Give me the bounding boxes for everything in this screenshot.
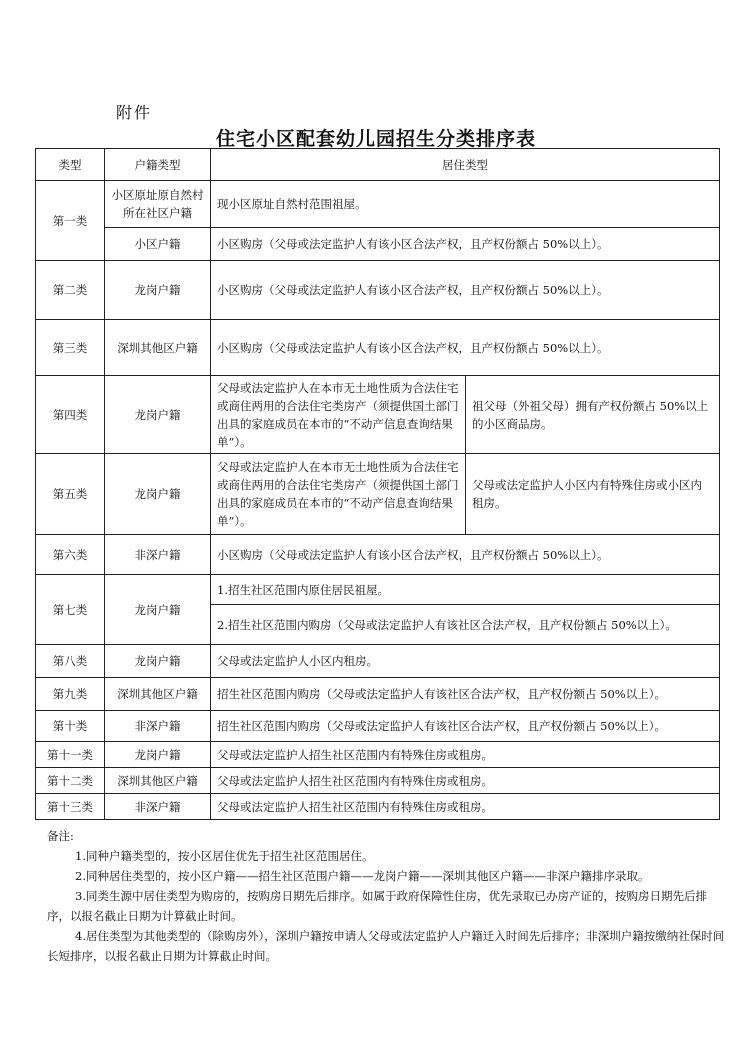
- table-row: [36, 678, 720, 711]
- table-row: [36, 711, 720, 742]
- residence-cell: 小区购房（父母或法定监护人有该小区合法产权，且产权份额占 50%以上）。: [211, 535, 720, 575]
- residence-cell: 父母或法定监护人在本市无土地性质为合法住宅或商住两用的合法住宅类房产（须提供国土部门出具的家庭成员在本市的“不动产信息查询结果单”）。: [211, 376, 466, 454]
- residence-cell: 父母或法定监护人招生社区范围内有特殊住房或租房。: [211, 794, 720, 820]
- residence-cell: 2.招生社区范围内购房（父母或法定监护人有该社区合法产权，且产权份额占 50%以上）。: [211, 605, 720, 645]
- hukou-cell: 非深户籍: [105, 535, 211, 575]
- type-cell: 第四类: [36, 376, 105, 454]
- header-type: 类型: [36, 149, 105, 181]
- page-title: 住宅小区配套幼儿园招生分类排序表: [215, 128, 536, 150]
- hukou-cell: 小区原址原自然村所在社区户籍: [105, 181, 211, 228]
- hukou-cell: 龙岗户籍: [105, 575, 211, 645]
- notes-label: 备注:: [47, 829, 74, 843]
- attachment-label: 附件: [116, 103, 153, 122]
- hukou-cell: 非深户籍: [105, 711, 211, 742]
- residence-cell: 父母或法定监护人小区内有特殊住房或小区内租房。: [466, 454, 720, 535]
- type-cell: 第六类: [36, 535, 105, 575]
- header-hukou: 户籍类型: [105, 149, 211, 181]
- residence-cell: 小区购房（父母或法定监护人有该小区合法产权，且产权份额占 50%以上）。: [211, 228, 720, 261]
- admission-table: [35, 148, 720, 820]
- type-cell: 第五类: [36, 454, 105, 535]
- table-row: [36, 454, 720, 535]
- type-cell: 第九类: [36, 678, 105, 711]
- header-residence: 居住类型: [211, 149, 720, 181]
- table-row: [36, 645, 720, 678]
- table-row: [36, 181, 720, 228]
- type-cell: 第十类: [36, 711, 105, 742]
- table-row: [36, 742, 720, 768]
- note-item: 2.同种居住类型的，按小区户籍——招生社区范围户籍——龙岗户籍——深圳其他区户籍——非深户籍排序录取。: [75, 869, 650, 883]
- table-row: [36, 535, 720, 575]
- type-cell: 第一类: [36, 181, 105, 261]
- hukou-cell: 小区户籍: [105, 228, 211, 261]
- type-cell: 第三类: [36, 320, 105, 376]
- residence-cell: 小区购房（父母或法定监护人有该小区合法产权，且产权份额占 50%以上）。: [211, 320, 720, 376]
- hukou-cell: 龙岗户籍: [105, 376, 211, 454]
- type-cell: 第八类: [36, 645, 105, 678]
- residence-cell: 父母或法定监护人招生社区范围内有特殊住房或租房。: [211, 768, 720, 794]
- hukou-cell: 非深户籍: [105, 794, 211, 820]
- residence-cell: 祖父母（外祖父母）拥有产权份额占 50%以上的小区商品房。: [466, 376, 720, 454]
- table-row: [36, 228, 720, 261]
- note-item: 1.同种户籍类型的，按小区居住优先于招生社区范围居住。: [75, 849, 374, 863]
- hukou-cell: 龙岗户籍: [105, 742, 211, 768]
- table-header-row: [36, 149, 720, 181]
- table-row: [36, 768, 720, 794]
- table-row: [36, 794, 720, 820]
- residence-cell: 现小区原址自然村范围祖屋。: [211, 181, 720, 228]
- residence-cell: 招生社区范围内购房（父母或法定监护人有该社区合法产权，且产权份额占 50%以上）。: [211, 678, 720, 711]
- type-cell: 第十二类: [36, 768, 105, 794]
- hukou-cell: 深圳其他区户籍: [105, 320, 211, 376]
- type-cell: 第二类: [36, 261, 105, 320]
- note-item: 4.居住类型为其他类型的（除购房外），深圳户籍按申请人父母或法定监护人户籍迁入时间先后排序；非深圳户籍按缴纳社保时间长短排序，以报名截止日期为计算截止时间。: [47, 929, 725, 963]
- residence-cell: 父母或法定监护人招生社区范围内有特殊住房或租房。: [211, 742, 720, 768]
- residence-cell: 父母或法定监护人在本市无土地性质为合法住宅或商住两用的合法住宅类房产（须提供国土部门出具的家庭成员在本市的“不动产信息查询结果单”）。: [211, 454, 466, 535]
- notes-section: [47, 826, 727, 966]
- type-cell: 第十三类: [36, 794, 105, 820]
- note-item: 3.同类生源中居住类型为购房的，按购房日期先后排序。如属于政府保障性住房，优先录取已办房产证的，按购房日期先后排序，以报名截止日期为计算截止时间。: [47, 889, 707, 923]
- table-row: [36, 320, 720, 376]
- hukou-cell: 深圳其他区户籍: [105, 678, 211, 711]
- hukou-cell: 龙岗户籍: [105, 645, 211, 678]
- residence-cell: 父母或法定监护人小区内租房。: [211, 645, 720, 678]
- residence-cell: 招生社区范围内购房（父母或法定监护人有该社区合法产权，且产权份额占 50%以上）。: [211, 711, 720, 742]
- hukou-cell: 龙岗户籍: [105, 261, 211, 320]
- type-cell: 第十一类: [36, 742, 105, 768]
- residence-cell: 小区购房（父母或法定监护人有该小区合法产权，且产权份额占 50%以上）。: [211, 261, 720, 320]
- type-cell: 第七类: [36, 575, 105, 645]
- table-row: [36, 376, 720, 454]
- table-row: [36, 575, 720, 605]
- residence-cell: 1.招生社区范围内原住居民祖屋。: [211, 575, 720, 605]
- hukou-cell: 龙岗户籍: [105, 454, 211, 535]
- table-row: [36, 261, 720, 320]
- hukou-cell: 深圳其他区户籍: [105, 768, 211, 794]
